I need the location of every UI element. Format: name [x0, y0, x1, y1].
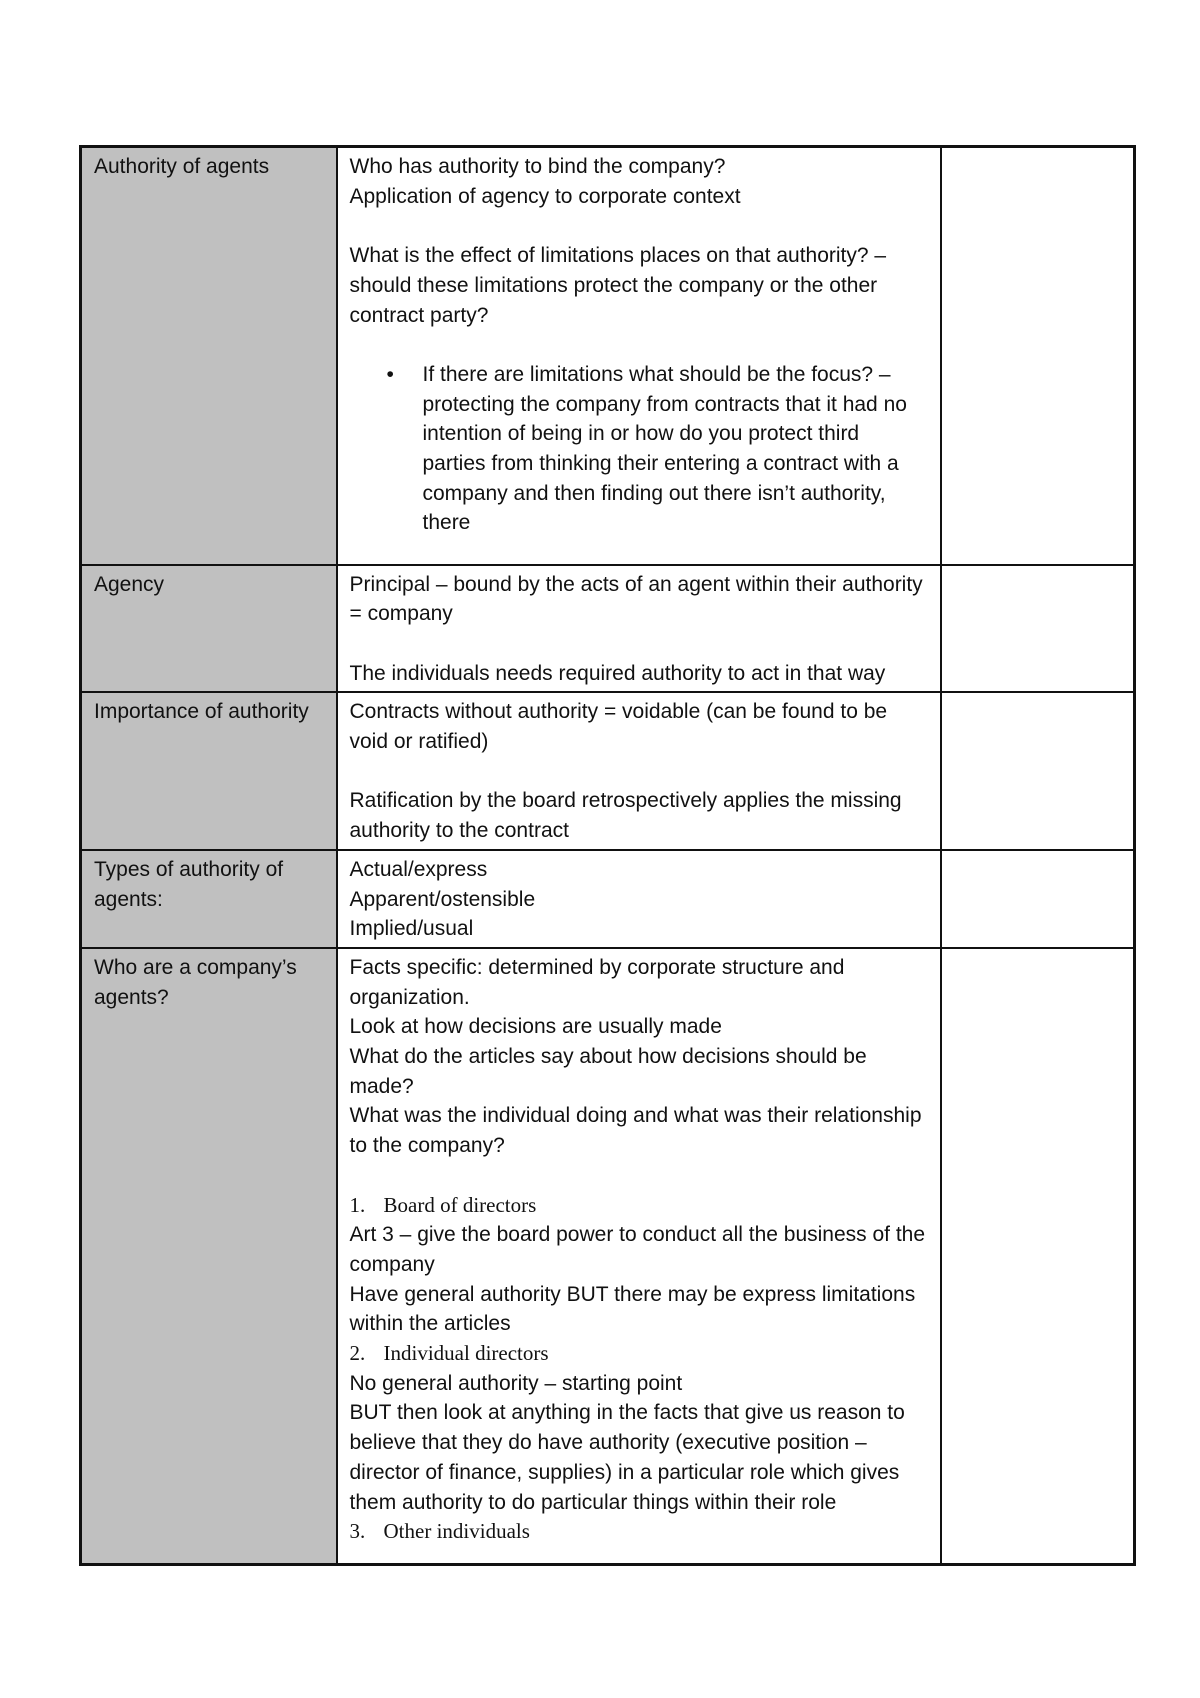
- topic-label: Types of authority of agents:: [94, 857, 284, 911]
- notes-cell: [941, 850, 1135, 948]
- notes-cell: [941, 565, 1135, 693]
- list-number: 3.: [349, 1519, 366, 1544]
- content-cell: [337, 692, 941, 850]
- numbered-item-text: Other individuals: [383, 1519, 530, 1544]
- table-row: [81, 147, 1135, 565]
- content-line: Application of agency to corporate context: [349, 184, 741, 208]
- content-line: What do the articles say about how decisions should be made?: [349, 1045, 867, 1098]
- content-line: Who has authority to bind the company?: [349, 155, 726, 178]
- content-line: Implied/usual: [349, 917, 474, 941]
- notes-cell: [941, 147, 1135, 565]
- content-line: No general authority – starting point: [349, 1371, 683, 1395]
- notes-table: [79, 145, 1136, 1566]
- topic-label: Authority of agents: [94, 155, 270, 178]
- numbered-item: [350, 1191, 928, 1221]
- numbered-item-text: Individual directors: [383, 1341, 549, 1366]
- notes-cell: [941, 948, 1135, 1565]
- content-line: Principal – bound by the acts of an agent within their authority = company: [349, 572, 923, 626]
- numbered-item: [350, 1339, 928, 1369]
- table-row: [81, 565, 1135, 693]
- bullet-text: If there are limitations what should be the focus? – protecting the company from contracts that it had no intention of being in or how do you protect third parties from thinking their entering a contract with a company and then finding out there isn’t authority, there: [422, 362, 907, 535]
- list-number: 2.: [349, 1341, 366, 1366]
- table-row: [81, 850, 1135, 948]
- topic-cell: [81, 692, 337, 850]
- content-line: Have general authority BUT there may be express limitations within the articles: [349, 1282, 916, 1336]
- content-line: What was the individual doing and what was their relationship to the company?: [349, 1104, 922, 1158]
- bullet-item: [350, 360, 928, 538]
- topic-label: Agency: [94, 572, 165, 596]
- bullet-icon: •: [386, 362, 394, 386]
- numbered-item-text: Board of directors: [383, 1192, 537, 1217]
- content-cell: [337, 850, 941, 948]
- content-line: The individuals needs required authority to act in that way: [349, 661, 886, 685]
- content-line: What is the effect of limitations places on that authority? – should these limitations protect the company or the other contract party?: [349, 244, 887, 327]
- content-line: Look at how decisions are usually made: [349, 1015, 722, 1039]
- table-row: [81, 948, 1135, 1565]
- content-cell: [337, 948, 941, 1565]
- content-line: Facts specific: determined by corporate structure and organization.: [349, 955, 845, 1009]
- content-line: BUT then look at anything in the facts that give us reason to believe that they do have authority (executive position – director of finance, supplies) in a particular role which gives them authority to do particular things within their role: [349, 1401, 905, 1514]
- topic-cell: [81, 850, 337, 948]
- content-cell: [337, 565, 941, 693]
- numbered-item: [350, 1517, 928, 1547]
- content-line: Actual/express: [349, 857, 488, 881]
- topic-cell: [81, 147, 337, 565]
- notes-cell: [941, 692, 1135, 850]
- topic-label: Who are a company’s agents?: [94, 955, 297, 1009]
- content-line: Contracts without authority = voidable (can be found to be void or ratified): [349, 700, 888, 753]
- content-line: Ratification by the board retrospectively applies the missing authority to the contract: [349, 789, 902, 843]
- table-row: [81, 692, 1135, 850]
- content-line: Apparent/ostensible: [349, 887, 536, 911]
- content-line: Art 3 – give the board power to conduct all the business of the company: [349, 1223, 926, 1276]
- list-number: 1.: [349, 1192, 366, 1217]
- content-cell: [337, 147, 941, 565]
- topic-cell: [81, 948, 337, 1565]
- topic-label: Importance of authority: [94, 700, 309, 724]
- topic-cell: [81, 565, 337, 693]
